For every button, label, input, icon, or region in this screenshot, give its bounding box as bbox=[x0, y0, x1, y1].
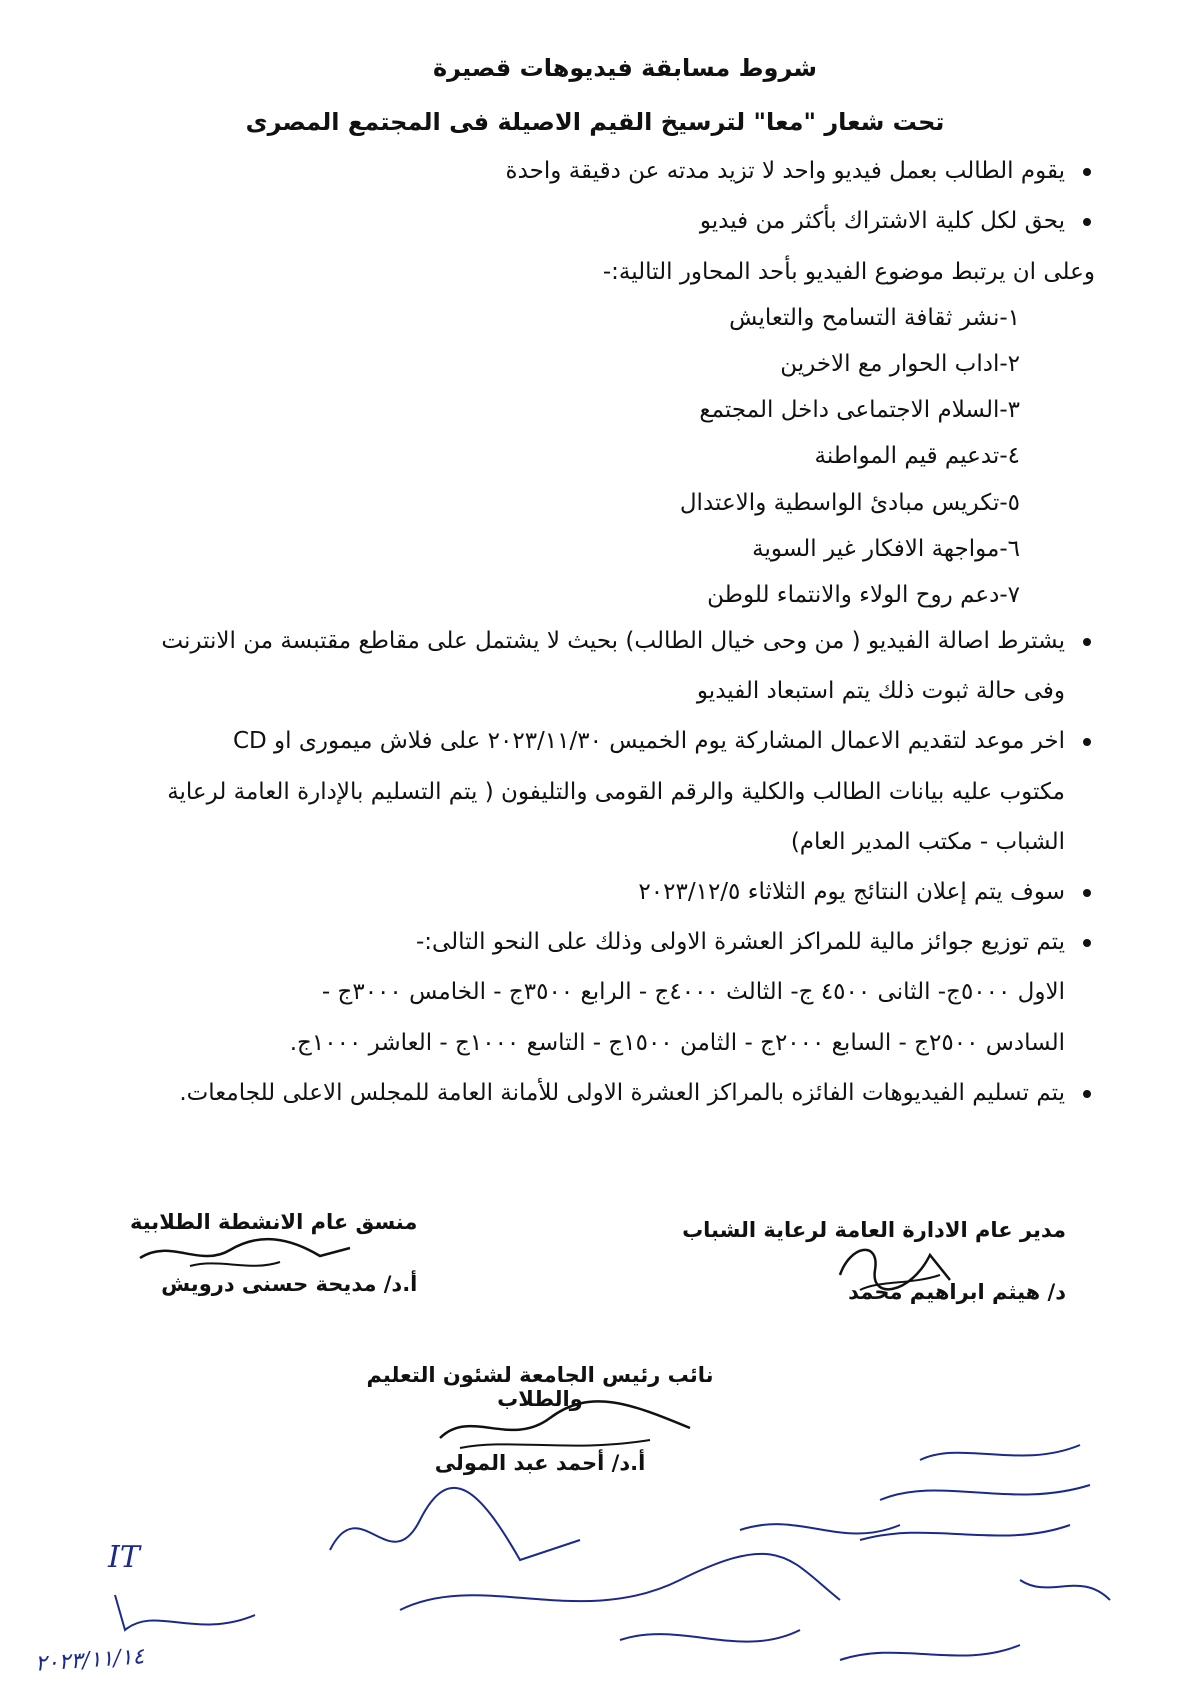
handwritten-annotations bbox=[320, 1430, 1140, 1690]
axis-item: ٣-السلام الاجتماعى داخل المجتمع bbox=[699, 397, 1020, 424]
conditions-list bbox=[95, 155, 1095, 237]
condition-deadline bbox=[95, 725, 1095, 858]
axes-list bbox=[95, 302, 1095, 611]
axes-intro: وعلى ان يرتبط موضوع الفيديو بأحد المحاور التالية:- bbox=[602, 258, 1095, 285]
prizes-line-3: السادس ٢٥٠٠ج - السابع ٢٠٠٠ج - الثامن ١٥٠٠ج - التاسع ١٠٠٠ج - العاشر ١٠٠٠ج. bbox=[289, 1029, 1065, 1056]
signature-name: د/ هيثم ابراهيم محمد bbox=[848, 1280, 1066, 1304]
prizes-line-2: الاول ٥٠٠٠ج- الثانى ٤٥٠٠ ج- الثالث ٤٠٠٠ج - الرابع ٣٥٠٠ج - الخامس ٣٠٠٠ج - bbox=[321, 979, 1065, 1006]
axis-item: ٦-مواجهة الافكار غير السوية bbox=[752, 535, 1020, 562]
signature-role: مدير عام الادارة العامة لرعاية الشباب bbox=[682, 1218, 1066, 1242]
handwritten-initials: IT bbox=[108, 1540, 140, 1575]
signature-name: أ.د/ مديحة حسنى درويش bbox=[161, 1272, 418, 1296]
axis-item: ٤-تدعيم قيم المواطنة bbox=[814, 443, 1020, 470]
signature-name: أ.د/ أحمد عبد المولى bbox=[434, 1451, 646, 1475]
condition-originality bbox=[95, 625, 1095, 707]
prizes-line-1: يتم توزيع جوائز مالية للمراكز العشرة الاولى وذلك على النحو التالى:- bbox=[415, 929, 1065, 956]
handwritten-signature-left bbox=[130, 1228, 360, 1278]
condition-delivery: يتم تسليم الفيديوهات الفائزه بالمراكز العشرة الاولى للأمانة العامة للمجلس الاعلى للجامعات. bbox=[95, 1077, 1095, 1109]
deadline-line-3: الشباب - مكتب المدير العام) bbox=[790, 828, 1065, 855]
handwritten-signature-right bbox=[820, 1235, 970, 1305]
originality-line-1: يشترط اصالة الفيديو ( من وحى خيال الطالب) بحيث لا يشتمل على مقاطع مقتبسة من الانترنت bbox=[161, 628, 1065, 655]
document-subtitle: تحت شعار "معا" لترسيخ القيم الاصيلة فى المجتمع المصرى bbox=[245, 107, 945, 136]
deadline-line-2: مكتوب عليه بيانات الطالب والكلية والرقم القومى والتليفون ( يتم التسليم بالإدارة العامة لرعاية bbox=[167, 778, 1065, 805]
document-body bbox=[95, 52, 1095, 1127]
condition-multiple-videos: يحق لكل كلية الاشتراك بأكثر من فيديو bbox=[95, 205, 1095, 237]
deadline-line-1: اخر موعد لتقديم الاعمال المشاركة يوم الخميس ٢٠٢٣/١١/٣٠ على فلاش ميمورى او CD bbox=[232, 728, 1065, 755]
axis-item: ٢-اداب الحوار مع الاخرين bbox=[780, 350, 1020, 377]
condition-prizes bbox=[95, 926, 1095, 1059]
handwritten-initial-mark bbox=[105, 1585, 265, 1645]
axis-item: ٧-دعم روح الولاء والانتماء للوطن bbox=[707, 581, 1020, 608]
handwritten-date: ٢٠٢٣/١١/١٤ bbox=[34, 1644, 146, 1677]
axis-item: ٥-تكريس مبادئ الواسطية والاعتدال bbox=[679, 489, 1020, 516]
document-title: شروط مسابقة فيديوهات قصيرة bbox=[432, 54, 818, 82]
originality-line-2: وفى حالة ثبوت ذلك يتم استبعاد الفيديو bbox=[696, 678, 1065, 705]
condition-one-video: يقوم الطالب بعمل فيديو واحد لا تزيد مدته عن دقيقة واحدة bbox=[95, 155, 1095, 187]
condition-results: سوف يتم إعلان النتائج يوم الثلاثاء ٢٠٢٣/١٢/٥ bbox=[95, 876, 1095, 908]
signature-role: منسق عام الانشطة الطلابية bbox=[130, 1210, 418, 1234]
conditions-list-more bbox=[95, 625, 1095, 1109]
axis-item: ١-نشر ثقافة التسامح والتعايش bbox=[729, 304, 1020, 331]
signature-role: نائب رئيس الجامعة لشئون التعليم والطلاب bbox=[366, 1363, 714, 1411]
